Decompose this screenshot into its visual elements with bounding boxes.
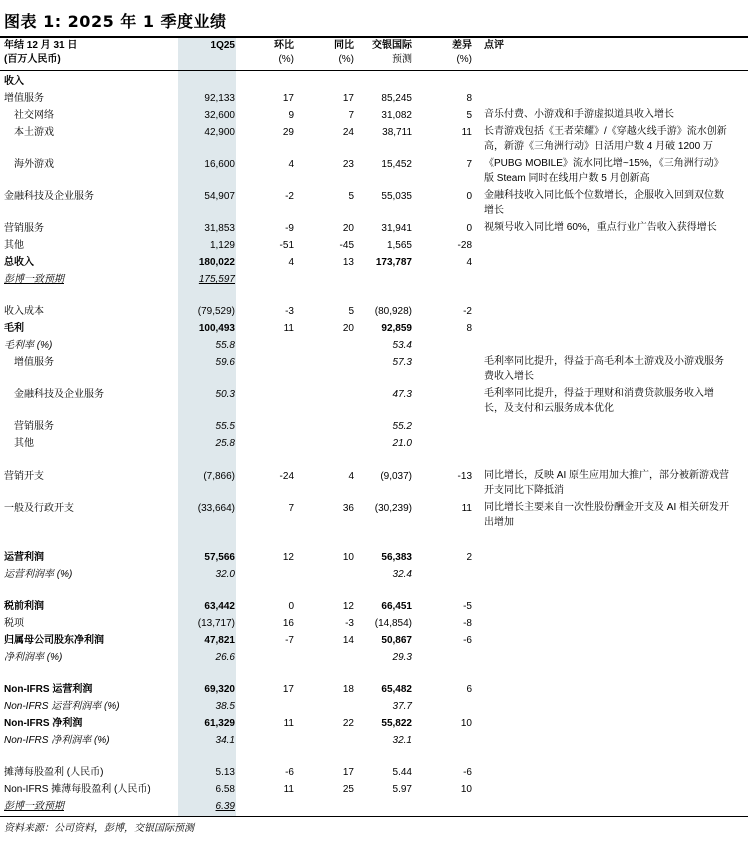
table-row: [0, 337, 748, 354]
cell-1q25: 42,900: [204, 127, 235, 138]
cell-1q25: 180,022: [198, 257, 235, 268]
table-row: [0, 254, 748, 271]
cell-diff: 5: [466, 110, 472, 121]
cell-1q25: (79,529): [197, 306, 235, 317]
header-yoy-unit: (%): [338, 54, 354, 65]
cell-1q25: 55.5: [215, 421, 235, 432]
source-note: 资料来源：公司资料，彭博，交银国际预测: [4, 823, 194, 834]
cell-yoy: 5: [348, 191, 354, 202]
table-row: [0, 649, 748, 666]
row-label: 社交网络: [14, 110, 54, 121]
cell-consensus: 66,451: [381, 601, 412, 612]
cell-1q25: 47,821: [204, 635, 235, 646]
table-row: [0, 237, 748, 254]
cell-yoy: 12: [342, 601, 354, 612]
cell-1q25: (7,866): [203, 471, 235, 482]
table-row: [0, 764, 748, 781]
cell-consensus: 55,822: [381, 718, 412, 729]
cell-consensus: 31,941: [381, 223, 412, 234]
header-consensus: 交银国际: [372, 40, 412, 51]
cell-1q25: 16,600: [204, 159, 235, 170]
cell-qoq: -6: [285, 767, 294, 778]
cell-qoq: 11: [283, 323, 294, 334]
cell-1q25: 32,600: [204, 110, 235, 121]
cell-yoy: 4: [348, 471, 354, 482]
cell-consensus: 50,867: [381, 635, 412, 646]
page-title: 图表 1: 2025 年 1 季度业绩: [4, 12, 227, 31]
table-row: [0, 549, 748, 566]
row-label: 营销服务: [14, 421, 54, 432]
cell-1q25: 32.0: [215, 569, 235, 580]
cell-qoq: -2: [285, 191, 294, 202]
cell-diff: 11: [461, 127, 472, 138]
table-row: [0, 107, 748, 124]
cell-qoq: 17: [282, 93, 294, 104]
cell-diff: -6: [463, 635, 472, 646]
cell-yoy: 14: [342, 635, 354, 646]
cell-diff: 2: [466, 552, 472, 563]
row-label: Non-IFRS 净利润率 (%): [4, 735, 110, 746]
cell-diff: -8: [463, 618, 472, 629]
row-label: 税前利润: [4, 601, 44, 612]
row-label: 营销服务: [4, 223, 44, 234]
cell-yoy: 18: [342, 684, 354, 695]
cell-diff: -2: [463, 306, 472, 317]
row-label: 毛利率 (%): [4, 340, 53, 351]
comment-line-1: 同比增长主要来自一次性股份酬金开支及 AI 相关研发开: [484, 502, 730, 513]
row-label: Non-IFRS 运营利润率 (%): [4, 701, 120, 712]
cell-1q25: 100,493: [198, 323, 235, 334]
cell-consensus: 47.3: [392, 389, 412, 400]
cell-diff: 6: [466, 684, 472, 695]
cell-diff: 10: [460, 784, 472, 795]
cell-consensus: (14,854): [374, 618, 412, 629]
table-row: [0, 188, 748, 216]
cell-qoq: 0: [288, 601, 294, 612]
header-label-1: 年结 12 月 31 日: [4, 40, 78, 51]
row-label: 彭博一致预期: [4, 274, 64, 285]
cell-yoy: 24: [342, 127, 354, 138]
table-row: [0, 632, 748, 649]
cell-qoq: 11: [283, 718, 294, 729]
row-label: 海外游戏: [14, 159, 54, 170]
cell-1q25: (13,717): [197, 618, 235, 629]
table-row: [0, 715, 748, 732]
comment-line-1: 视频号收入同比增 60%，重点行业广告收入获得增长: [484, 222, 717, 233]
row-label: 其他: [14, 438, 34, 449]
cell-consensus: 53.4: [392, 340, 412, 351]
header-quarter: 1Q25: [210, 40, 235, 51]
cell-1q25: 34.1: [215, 735, 235, 746]
cell-consensus: (9,037): [380, 471, 412, 482]
table-row: [0, 386, 748, 414]
comment-line-2: 费收入增长: [484, 371, 534, 382]
row-label: 归属母公司股东净利润: [4, 635, 104, 646]
comment-line-1: 同比增长，反映 AI 原生应用加大推广，部分被新游戏营: [484, 470, 730, 481]
row-label: 其他: [4, 240, 24, 251]
comment-line-2: 版 Steam 同时在线用户数 5 月创新高: [484, 173, 650, 184]
header-qoq-unit: (%): [278, 54, 294, 65]
cell-1q25: 31,853: [204, 223, 235, 234]
cell-yoy: 5: [348, 306, 354, 317]
cell-yoy: 7: [348, 110, 354, 121]
cell-1q25: 54,907: [204, 191, 235, 202]
cell-consensus: 55,035: [381, 191, 412, 202]
cell-consensus: 37.7: [392, 701, 412, 712]
table-row: [0, 435, 748, 452]
cell-consensus: 56,383: [381, 552, 412, 563]
cell-diff: 4: [466, 257, 472, 268]
table-bottom-rule: [0, 816, 748, 817]
cell-diff: -5: [463, 601, 472, 612]
table-row: [0, 320, 748, 337]
cell-yoy: 13: [342, 257, 354, 268]
cell-consensus: 5.97: [392, 784, 412, 795]
cell-1q25: 175,597: [198, 274, 235, 285]
cell-1q25: 63,442: [204, 601, 235, 612]
cell-1q25: 50.3: [215, 389, 235, 400]
cell-diff: -28: [457, 240, 472, 251]
cell-consensus: (80,928): [374, 306, 412, 317]
cell-yoy: 20: [342, 323, 354, 334]
comment-line-1: 长青游戏包括《王者荣耀》/《穿越火线手游》流水创新: [484, 126, 727, 137]
cell-1q25: 55.8: [215, 340, 235, 351]
comment-line-1: 音乐付费、小游戏和手游虚拟道具收入增长: [484, 109, 674, 120]
cell-consensus: 92,859: [381, 323, 412, 334]
cell-consensus: 1,565: [386, 240, 412, 251]
table-row: [0, 90, 748, 107]
row-label: 总收入: [4, 257, 34, 268]
cell-1q25: 6.58: [215, 784, 235, 795]
table-row: [0, 598, 748, 615]
comment-line-2: 增长: [484, 205, 504, 216]
comment-line-1: 《PUBG MOBILE》流水同比增~15%，《三角洲行动》: [484, 158, 724, 169]
header-consensus-2: 预测: [392, 54, 412, 65]
cell-diff: 0: [466, 191, 472, 202]
cell-yoy: 10: [342, 552, 354, 563]
header-diff-unit: (%): [456, 54, 472, 65]
cell-qoq: 29: [282, 127, 294, 138]
cell-consensus: 57.3: [392, 357, 412, 368]
table-row: [0, 781, 748, 798]
cell-1q25: (33,664): [197, 503, 235, 514]
table-row: [0, 798, 748, 815]
row-label: 彭博一致预期: [4, 801, 64, 812]
row-label: 收入成本: [4, 306, 44, 317]
cell-1q25: 25.8: [215, 438, 235, 449]
cell-yoy: 20: [342, 223, 354, 234]
cell-diff: 7: [466, 159, 472, 170]
cell-qoq: 7: [288, 503, 294, 514]
row-label: Non-IFRS 运营利润: [4, 684, 93, 695]
cell-consensus: 21.0: [392, 438, 412, 449]
comment-line-2: 长，及支付和云服务成本优化: [484, 403, 614, 414]
header-diff: 差异: [452, 40, 472, 51]
cell-consensus: 32.1: [392, 735, 412, 746]
cell-consensus: 55.2: [392, 421, 412, 432]
cell-1q25: 6.39: [215, 801, 235, 812]
cell-consensus: 29.3: [392, 652, 412, 663]
row-label: 毛利: [4, 323, 24, 334]
row-label: 税项: [4, 618, 24, 629]
row-label: Non-IFRS 摊薄每股盈利 (人民币): [4, 784, 151, 795]
table-row: [0, 566, 748, 583]
table-row: [0, 73, 748, 90]
cell-qoq: 17: [282, 684, 294, 695]
table-row: [0, 220, 748, 237]
cell-qoq: 9: [288, 110, 294, 121]
table-row: [0, 156, 748, 184]
table-row: [0, 124, 748, 152]
cell-qoq: -3: [285, 306, 294, 317]
table-row: [0, 698, 748, 715]
table-row: [0, 418, 748, 435]
cell-1q25: 69,320: [204, 684, 235, 695]
comment-line-1: 金融科技收入同比低个位数增长，企服收入回到双位数: [484, 190, 724, 201]
cell-diff: 10: [460, 718, 472, 729]
table-row: [0, 468, 748, 496]
cell-yoy: -45: [339, 240, 354, 251]
row-label: 增值服务: [14, 357, 54, 368]
cell-1q25: 57,566: [204, 552, 235, 563]
row-label: 摊薄每股盈利 (人民币): [4, 767, 104, 778]
table-top-rule: [0, 36, 748, 38]
cell-diff: 8: [466, 323, 472, 334]
cell-consensus: 31,082: [381, 110, 412, 121]
cell-consensus: (30,239): [374, 503, 412, 514]
cell-yoy: 23: [342, 159, 354, 170]
comment-line-2: 高，新游《三角洲行动》日活用户数 4 月破 1200 万: [484, 141, 713, 152]
cell-yoy: 22: [342, 718, 354, 729]
comment-line-2: 出增加: [484, 517, 514, 528]
cell-1q25: 61,329: [204, 718, 235, 729]
header-yoy: 同比: [334, 40, 354, 51]
cell-yoy: 25: [342, 784, 354, 795]
cell-qoq: 11: [283, 784, 294, 795]
comment-line-1: 毛利率同比提升，得益于理财和消费贷款服务收入增: [484, 388, 714, 399]
comment-line-1: 毛利率同比提升，得益于高毛利本土游戏及小游戏服务: [484, 356, 724, 367]
cell-qoq: 4: [288, 257, 294, 268]
row-label: 运营利润率 (%): [4, 569, 73, 580]
cell-1q25: 26.6: [215, 652, 235, 663]
cell-diff: 11: [461, 503, 472, 514]
table-row: [0, 615, 748, 632]
cell-1q25: 1,129: [209, 240, 235, 251]
table-row: [0, 271, 748, 288]
cell-diff: 0: [466, 223, 472, 234]
cell-qoq: 4: [288, 159, 294, 170]
table-row: [0, 732, 748, 749]
cell-consensus: 85,245: [381, 93, 412, 104]
cell-consensus: 38,711: [382, 127, 412, 138]
table-row: [0, 500, 748, 528]
row-label: 增值服务: [4, 93, 44, 104]
row-label: 运营利润: [4, 552, 44, 563]
cell-consensus: 32.4: [392, 569, 412, 580]
row-label: 营销开支: [4, 471, 44, 482]
row-label: 金融科技及企业服务: [14, 389, 104, 400]
cell-consensus: 173,787: [375, 257, 412, 268]
cell-qoq: -51: [279, 240, 294, 251]
cell-qoq: 12: [282, 552, 294, 563]
table-row: [0, 303, 748, 320]
row-label: 本土游戏: [14, 127, 54, 138]
cell-1q25: 59.6: [215, 357, 235, 368]
cell-qoq: -24: [279, 471, 294, 482]
cell-qoq: -7: [285, 635, 294, 646]
cell-consensus: 5.44: [392, 767, 412, 778]
cell-yoy: -3: [345, 618, 354, 629]
row-label: 一般及行政开支: [4, 503, 74, 514]
cell-diff: -13: [457, 471, 472, 482]
cell-1q25: 5.13: [215, 767, 235, 778]
row-label: 净利润率 (%): [4, 652, 63, 663]
table-row: [0, 681, 748, 698]
cell-diff: -6: [463, 767, 472, 778]
table-row: [0, 354, 748, 382]
row-label: 收入: [4, 76, 24, 87]
header-bottom-rule: [0, 70, 748, 71]
row-label: Non-IFRS 净利润: [4, 718, 83, 729]
comment-line-2: 开支同比下降抵消: [484, 485, 564, 496]
cell-yoy: 17: [342, 767, 354, 778]
header-qoq: 环比: [274, 40, 294, 51]
cell-qoq: 16: [282, 618, 294, 629]
row-label: 金融科技及企业服务: [4, 191, 94, 202]
cell-yoy: 36: [342, 503, 354, 514]
cell-consensus: 15,452: [381, 159, 412, 170]
cell-consensus: 65,482: [381, 684, 412, 695]
cell-yoy: 17: [342, 93, 354, 104]
cell-diff: 8: [466, 93, 472, 104]
cell-qoq: -9: [285, 223, 294, 234]
cell-1q25: 38.5: [215, 701, 235, 712]
header-label-2: (百万人民币): [4, 54, 61, 65]
header-comment: 点评: [484, 40, 504, 51]
cell-1q25: 92,133: [204, 93, 235, 104]
